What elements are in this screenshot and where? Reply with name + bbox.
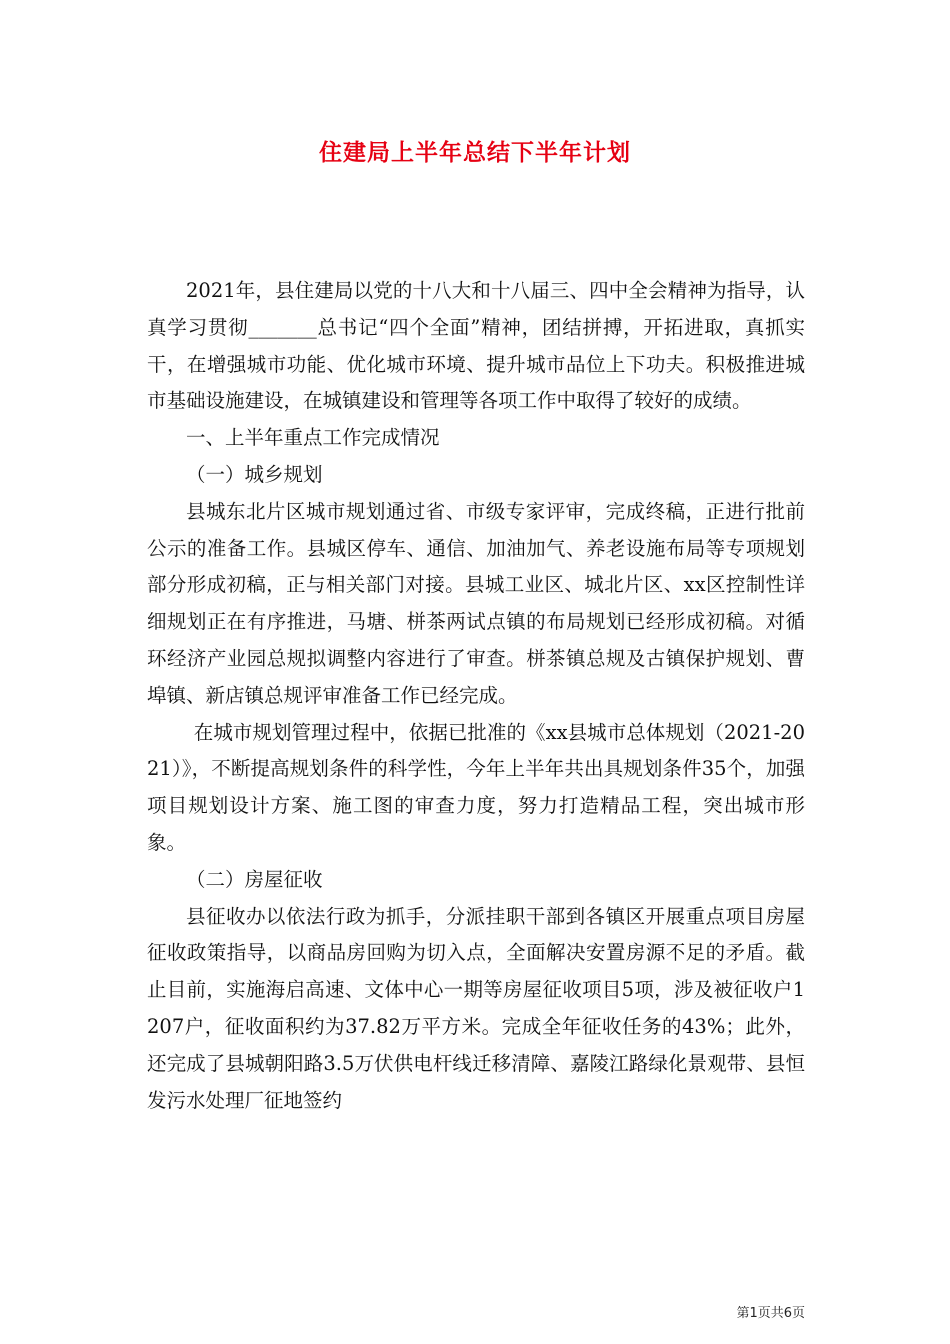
planning-management-paragraph: 在城市规划管理过程中，依据已批准的《xx县城市总体规划（2021-2021）》，不断提高规划条件的科学性，今年上半年共出具规划条件35个，加强项目规划设计方案、施工图的审查力度，努力打造精品工程，突出城市形象。 [147, 720, 805, 854]
subsection-heading-planning: （一）城乡规划 [186, 462, 323, 486]
section-heading: 一、上半年重点工作完成情况 [186, 426, 440, 450]
expropriation-paragraph: 县征收办以依法行政为抓手，分派挂职干部到各镇区开展重点项目房屋征收政策指导，以商品房回购为切入点，全面解决安置房源不足的矛盾。截止目前，实施海启高速、文体中心一期等房屋征收项目5项，涉及被征收户1207户，征收面积约为37.82万平方米。完成全年征收任务的43%；此外，还完成了县城朝阳路3.5万伏供电杆线迁移清障、嘉陵江路绿化景观带、县恒发污水处理厂征地签约 [147, 904, 805, 1112]
document-body [147, 273, 805, 1119]
subsection-heading-expropriation: （二）房屋征收 [186, 867, 323, 891]
page-number: 第1页共6页 [736, 1306, 805, 1321]
planning-paragraph: 县城东北片区城市规划通过省、市级专家评审，完成终稿，正进行批前公示的准备工作。县城区停车、通信、加油加气、养老设施布局等专项规划部分形成初稿，正与相关部门对接。县城工业区、城北片区、xx区控制性详细规划正在有序推进，马塘、栟茶两试点镇的布局规划已经形成初稿。对循环经济产业园总规拟调整内容进行了审查。栟茶镇总规及古镇保护规划、曹埠镇、新店镇总规评审准备工作已经完成。 [147, 499, 805, 707]
document-title: 住建局上半年总结下半年计划 [319, 140, 631, 166]
intro-paragraph: 2021年，县住建局以党的十八大和十八届三、四中全会精神为指导，认真学习贯彻_______总书记“四个全面”精神，团结拼搏，开拓进取，真抓实干，在增强城市功能、优化城市环境、提升城市品位上下功夫。积极推进城市基础设施建设，在城镇建设和管理等各项工作中取得了较好的成绩。 [147, 279, 805, 413]
